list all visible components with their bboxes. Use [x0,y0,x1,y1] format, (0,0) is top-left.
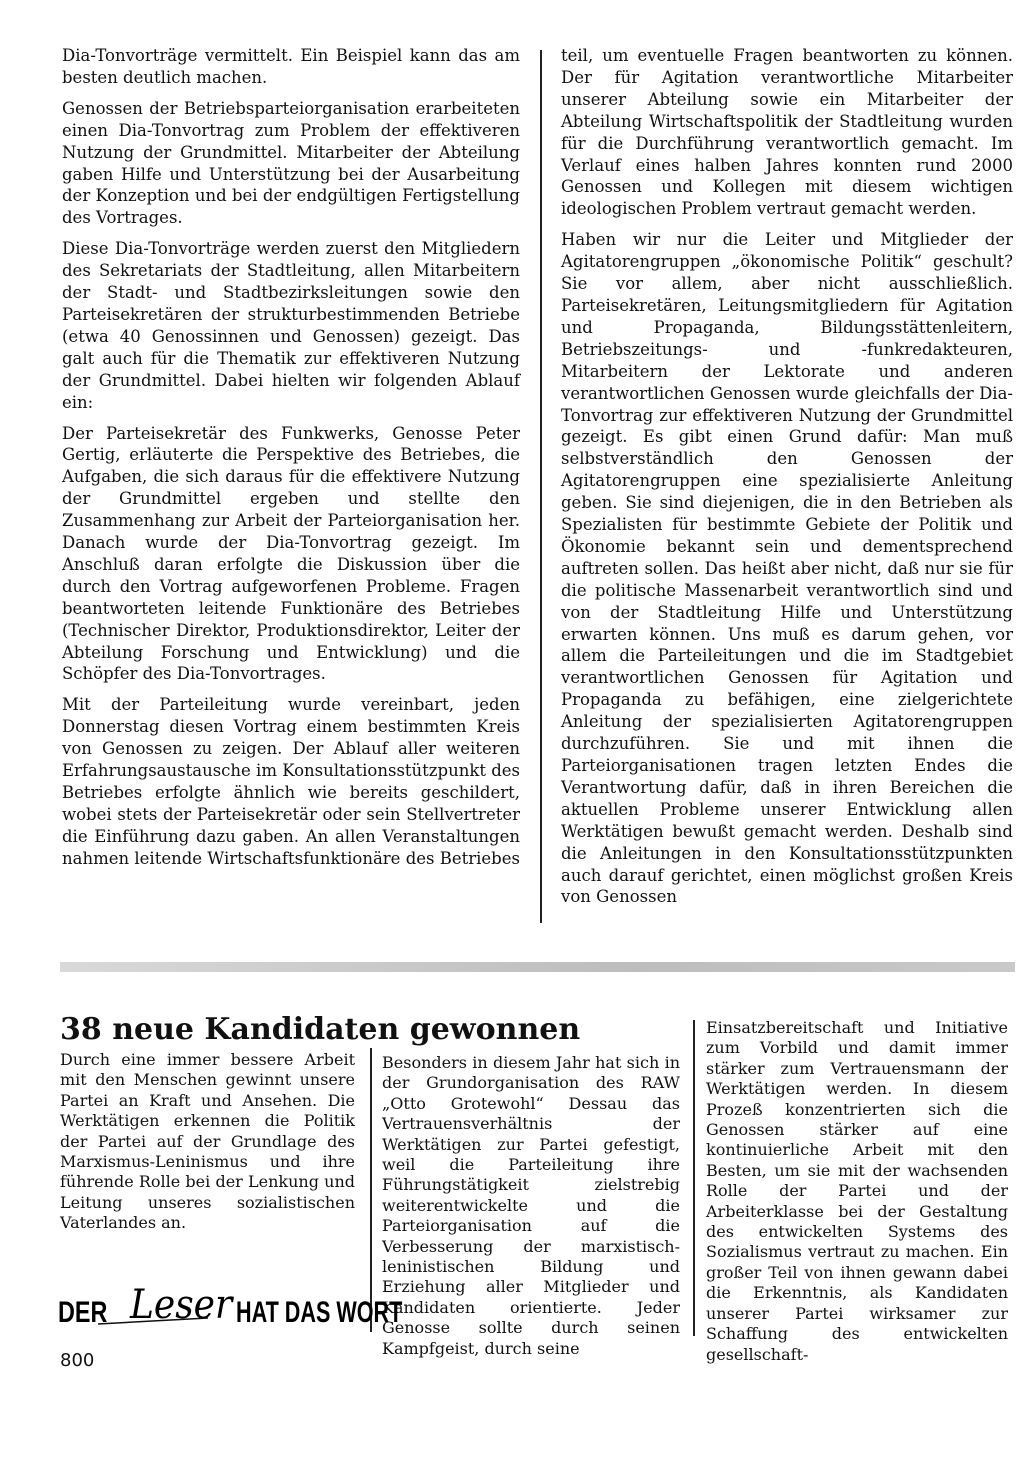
paragraph: Diese Dia-Tonvorträge werden zuerst den Mitgliedern des Sekretariats der Stadtleitung, allen Mitarbeitern der Stadt- und Stadtbezirksleitungen sowie den Parteisekretären der strukturbestimmenden Betriebe (etwa 40 Genossinnen und Genossen) gezeigt. Das galt auch für die Thematik zur effektiveren Nutzung der Grundmittel. Dabei hielten wir folgenden Ablauf ein: [62,239,520,412]
paragraph: Einsatzbereitschaft und Initiative zum Vorbild und damit immer stärker zum Vertrauensmann der Werktätigen werden. In diesem Prozeß konzentrierten sich die Genossen stärker auf eine kontinuierliche Arbeit mit den Besten, um sie mit der wachsenden Rolle der Partei und der Arbeiterklasse bei der Gestaltung des entwickelten Systems des Sozialismus vertraut zu machen. Ein großer Teil von ihnen gewann dabei die Erkenntnis, als Kandidaten unserer Partei wirksamer zur Schaffung des entwickelten gesellschaft- [706,1018,1008,1364]
article-column-top-right [561,45,1013,917]
paragraph: Durch eine immer bessere Arbeit mit den Menschen gewinnt unsere Partei an Kraft und Ansehen. Die Werktätigen erkennen die Politik der Partei auf der Grundlage des Marxismus-Leninismus und ihre führende Rolle bei der Lenkung und Leitung unseres sozialistischen Vaterlandes an. [60,1050,355,1233]
logo-text-der: DER [58,1295,108,1329]
article-headline: 38 neue Kandidaten gewonnen [60,1012,581,1047]
paragraph: Haben wir nur die Leiter und Mitglieder der Agitatorengruppen „ökonomische Politik“ geschult? Sie vor allem, aber nicht ausschließlich. Parteisekretären, Leitungsmitgliedern für Agitation und Propaganda, Bildungsstättenleitern, Betriebszeitungs- und -funkredakteuren, Mitarbeitern der Lektorate und anderen verantwortlichen Genossen wurde gleichfalls der Dia-Tonvortrag zur effektiveren Nutzung der Grundmittel gezeigt. Es gibt einen Grund dafür: Man muß selbstverständlich den Genossen der Agitatorengruppen eine spezialisierte Anleitung geben. Sie sind diejenigen, die in den Betrieben als Spezialisten für bestimmte Gebiete der Politik und Ökonomie bekannt sein und dementsprechend auftreten sollen. Das heißt aber nicht, daß nur sie für die politische Massenarbeit verantwortlich sind und von der Stadtleitung Hilfe und Unterstützung erwarten können. Uns muß es darum gehen, vor allem die Parteileitungen und die im Stadtgebiet verantwortlichen Genossen für Agitation und Propaganda zu befähigen, eine zielgerichtete Anleitung der spezialisierten Agitatorengruppen durchzuführen. Sie und mit ihnen die Parteiorganisationen tragen letzten Endes die Verantwortung dafür, daß in ihren Bereichen die aktuellen Probleme unserer Entwicklung allen Werktätigen bewußt gemacht werden. Deshalb sind die Anleitungen in den Konsultationsstützpunkten auch darauf gerichtet, einen möglichst großen Kreis von Genossen [561,230,1013,907]
page-number: 800 [60,1350,95,1371]
paragraph: Genossen der Betriebsparteiorganisation erarbeiteten einen Dia-Tonvortrag zum Problem der effektiveren Nutzung der Grundmittel. Mitarbeiter der Abteilung gaben Hilfe und Unterstützung bei der Ausarbeitung der Konzeption und bei der endgültigen Fertigstellung des Vortrages. [62,98,520,228]
column-divider [370,1048,372,1332]
article-column-bottom-middle [382,1053,680,1359]
lead-column [60,1050,355,1234]
paragraph: Besonders in diesem Jahr hat sich in der Grundorganisation des RAW „Otto Grotewohl“ Dessau das Vertrauensverhältnis der Werktätigen zur Partei gefestigt, weil die Parteileitung ihre Führungstätigkeit zielstrebig weiterentwickelte und die Parteiorganisation auf die Verbesserung der marxistisch-leninistischen Bildung und Erziehung aller Mitglieder und Kandidaten orientierte. Jeder Genosse sollte durch seinen Kampfgeist, durch seine [382,1053,680,1358]
logo-text-hat-das-wort: HAT DAS WORT [236,1294,403,1329]
paragraph: Der Parteisekretär des Funkwerks, Genosse Peter Gertig, erläuterte die Perspektive des Betriebes, die Aufgaben, die sich daraus für die effektivere Nutzung der Grundmittel ergeben und stellte den Zusammenhang zur Arbeit der Parteiorganisation her. Danach wurde der Dia-Tonvortrag gezeigt. Im Anschluß daran erfolgte die Diskussion über die durch den Vortrag aufgeworfenen Probleme. Fragen beantworteten leitende Funktionäre des Betriebes (Technischer Direktor, Produktionsdirektor, Leiter der Abteilung Forschung und Entwicklung) und die Schöpfer des Dia-Tonvortrages. [62,423,520,684]
section-separator-band [60,962,1015,972]
article-column-top-left [62,45,520,879]
paragraph: Mit der Parteileitung wurde vereinbart, jeden Donnerstag diesen Vortrag einem bestimmten Kreis von Genossen zu zeigen. Der Ablauf aller weiteren Erfahrungsaustausche im Konsultationsstützpunkt des Betriebes erfolgte ähnlich wie bereits geschildert, wobei stets der Parteisekretär oder sein Stellvertreter die Einführung dazu gaben. An allen Veranstaltungen nahmen leitende Wirtschaftsfunktionäre des Betriebes [62,695,520,868]
paragraph: Dia-Tonvorträge vermittelt. Ein Beispiel kann das am besten deutlich machen. [62,46,520,87]
article-column-bottom-right [706,1018,1008,1365]
logo-script-leser: Leser [130,1281,233,1328]
column-divider [540,50,542,923]
column-divider [693,1020,695,1336]
paragraph: teil, um eventuelle Fragen beantworten zu können. Der für Agitation verantwortliche Mitarbeiter unserer Abteilung sowie ein Mitarbeiter der Abteilung Wirtschaftspolitik der Stadtleitung wurden für die Durchführung verantwortlich gemacht. Im Verlauf eines halben Jahres konnten rund 2000 Genossen und Kollegen mit diesem wichtigen ideologischen Problem vertraut gemacht werden. [561,46,1013,219]
der-leser-hat-das-wort-logo [58,1280,403,1330]
